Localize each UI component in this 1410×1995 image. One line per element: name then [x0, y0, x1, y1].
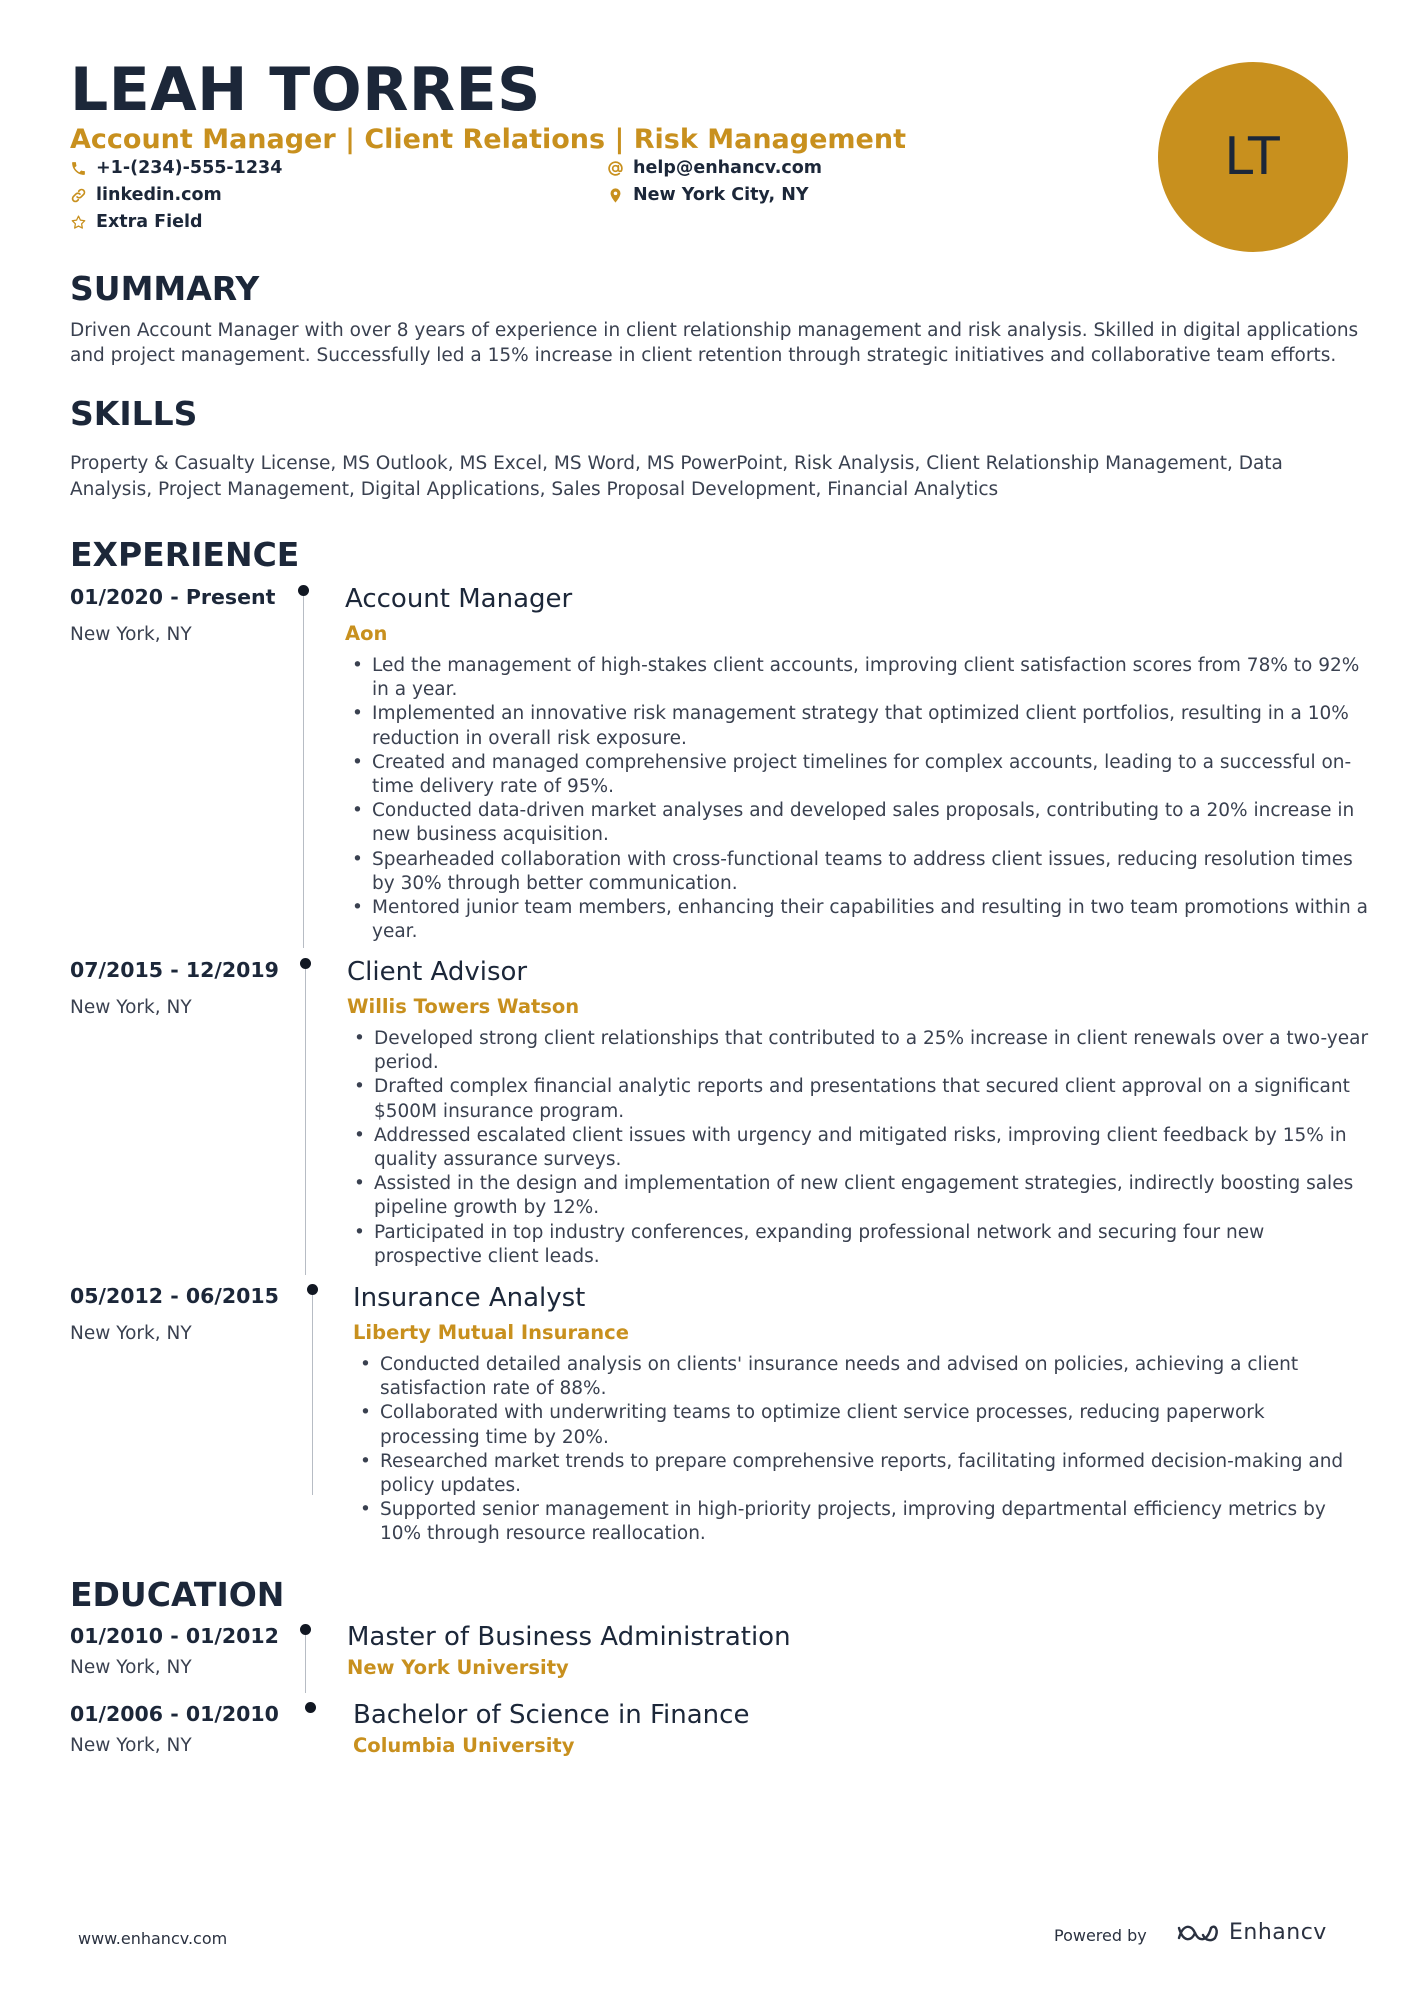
avatar-initials: LT — [1224, 127, 1282, 187]
education-dates: 01/2010 - 01/2012 — [70, 1624, 279, 1648]
summary-text: Driven Account Manager with over 8 years of experience in client relationship management and risk analysis. Skilled in digital applications and project management. Successfully led a 15% increase in client retention through strategic initiatives and collaborative team efforts. — [70, 320, 1359, 366]
bullet: • Created and managed comprehensive project timelines for complex accounts, leading to a successful on-time delivery rate of 95%. — [372, 751, 1372, 799]
bullet: • Implemented an innovative risk management strategy that optimized client portfolios, resulting in a 10% reduction in overall risk exposure. — [372, 702, 1372, 750]
email-text: help@enhancv.com — [633, 158, 823, 178]
linkedin-text: linkedin.com — [96, 185, 222, 205]
bullet: • Led the management of high-stakes client accounts, improving client satisfaction scores from 78% to 92% in a year. — [372, 654, 1372, 702]
star-icon — [70, 214, 87, 231]
footer-website[interactable]: www.enhancv.com — [78, 1929, 228, 1948]
experience-role: Insurance Analyst — [353, 1283, 586, 1313]
bullet: • Developed strong client relationships that contributed to a 25% increase in client renewals over a two-year period. — [374, 1027, 1374, 1075]
bullet: • Conducted data-driven market analyses and developed sales proposals, contributing to a 20% increase in new business acquisition. — [372, 799, 1372, 847]
experience-dates: 07/2015 - 12/2019 — [70, 958, 279, 982]
phone-text: +1-(234)-555-1234 — [96, 158, 283, 178]
skills-title: SKILLS — [70, 394, 198, 433]
experience-bullets — [348, 654, 1372, 944]
education-location: New York, NY — [70, 1735, 192, 1756]
education-school: Columbia University — [353, 1734, 575, 1757]
experience-role: Client Advisor — [347, 957, 528, 987]
experience-location: New York, NY — [70, 997, 192, 1018]
bullet: • Drafted complex financial analytic reports and presentations that secured client approval on a significant $500M insurance program. — [374, 1075, 1374, 1123]
experience-company: Liberty Mutual Insurance — [353, 1321, 629, 1344]
bullet: • Assisted in the design and implementation of new client engagement strategies, indirectly boosting sales pipeline growth by 12%. — [374, 1172, 1374, 1220]
bullet: • Addressed escalated client issues with urgency and mitigated risks, improving client feedback by 15% in quality assurance surveys. — [374, 1124, 1374, 1172]
brand-logo[interactable] — [1175, 1918, 1327, 1948]
contact-email — [607, 156, 822, 180]
contact-extra — [70, 210, 203, 234]
contact-phone — [70, 156, 282, 180]
bullet: • Conducted detailed analysis on clients' insurance needs and advised on policies, achieving a client satisfaction rate of 88%. — [380, 1353, 1370, 1401]
timeline-dot — [298, 585, 309, 596]
experience-bullets — [350, 1027, 1374, 1269]
brand-name: Enhancv — [1229, 1920, 1327, 1945]
experience-role: Account Manager — [345, 584, 573, 614]
education-degree: Master of Business Administration — [347, 1622, 791, 1652]
experience-company: Willis Towers Watson — [347, 995, 580, 1018]
timeline-dot — [300, 1624, 311, 1635]
bullet: • Supported senior management in high-priority projects, improving departmental efficiency metrics by 10% through resource reallocation. — [380, 1498, 1370, 1546]
avatar — [1158, 62, 1348, 252]
timeline-line — [303, 596, 305, 948]
timeline-dot — [307, 1284, 318, 1295]
link-icon — [70, 187, 87, 204]
at-icon — [607, 160, 624, 177]
timeline-line — [312, 1295, 314, 1495]
experience-bullets — [356, 1353, 1370, 1547]
bullet: • Collaborated with underwriting teams to optimize client service processes, reducing paperwork processing time by 20%. — [380, 1401, 1370, 1449]
timeline-dot — [300, 958, 311, 969]
experience-dates: 01/2020 - Present — [70, 585, 276, 609]
skills-text: Property & Casualty License, MS Outlook, MS Excel, MS Word, MS PowerPoint, Risk Analysis, Client Relationship Management, Data Analysis, Project Management, Digital Applications, Sales Proposal Development, Financial Analytics — [70, 453, 1283, 500]
contact-linkedin — [70, 183, 222, 207]
education-location: New York, NY — [70, 1657, 192, 1678]
bullet: • Mentored junior team members, enhancing their capabilities and resulting in two team promotions within a year. — [372, 896, 1372, 944]
powered-by-label: Powered by — [1054, 1926, 1147, 1945]
timeline-line — [305, 969, 307, 1275]
experience-title: EXPERIENCE — [70, 535, 300, 574]
education-school: New York University — [347, 1656, 569, 1679]
location-pin-icon — [607, 187, 624, 204]
experience-dates: 05/2012 - 06/2015 — [70, 1284, 279, 1308]
location-text: New York City, NY — [633, 185, 809, 205]
education-dates: 01/2006 - 01/2010 — [70, 1702, 279, 1726]
experience-company: Aon — [345, 622, 388, 645]
bullet: • Researched market trends to prepare comprehensive reports, facilitating informed decision-making and policy updates. — [380, 1450, 1370, 1498]
education-degree: Bachelor of Science in Finance — [353, 1700, 750, 1730]
contact-location — [607, 183, 809, 207]
enhancv-logo-icon — [1175, 1920, 1221, 1946]
summary-title: SUMMARY — [70, 269, 260, 308]
experience-location: New York, NY — [70, 624, 192, 645]
timeline-dot — [305, 1702, 316, 1713]
education-title: EDUCATION — [70, 1575, 285, 1614]
experience-location: New York, NY — [70, 1323, 192, 1344]
headline: Account Manager | Client Relations | Risk Management — [70, 124, 906, 155]
phone-icon — [70, 160, 87, 177]
bullet: • Participated in top industry conferences, expanding professional network and securing four new prospective client leads. — [374, 1221, 1374, 1269]
timeline-line — [305, 1635, 307, 1693]
candidate-name: LEAH TORRES — [70, 55, 541, 125]
bullet: • Spearheaded collaboration with cross-functional teams to address client issues, reducing resolution times by 30% through better communication. — [372, 848, 1372, 896]
extra-field-text: Extra Field — [96, 212, 203, 232]
